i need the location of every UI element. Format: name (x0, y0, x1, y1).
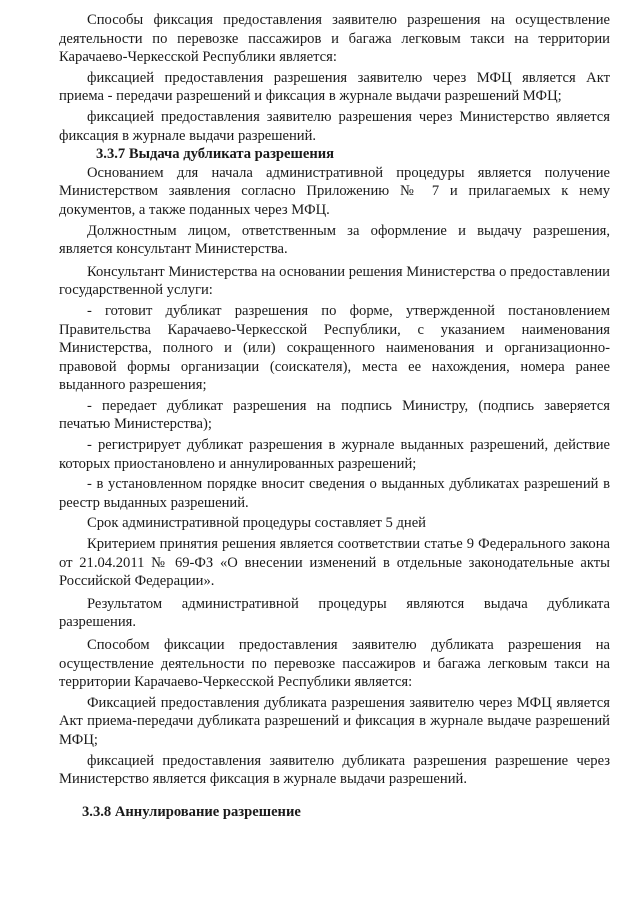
list-item-enter-registry: - в установленном порядке вносит сведения о выданных дубликатах разрешений в реестр выданных разрешений. (59, 476, 610, 511)
paragraph-procedure-term: Срок административной процедуры составляет 5 дней (87, 515, 426, 532)
paragraph-fixation-ministry: фиксацией предоставления заявителю разрешения через Министерство является фиксация в журнале выдачи разрешений. (59, 108, 610, 144)
section-heading-338: 3.3.8 Аннулирование разрешение (82, 804, 301, 820)
paragraph-fixation-methods: Способы фиксация предоставления заявителю разрешения на осуществление деятельности по перевозке пассажиров и багажа легковым такси на территории Карачаево-Черкесской Республики является: (59, 12, 610, 66)
paragraph-duplicate-fixation-ministry: фиксацией предоставления заявителю дубликата разрешения разрешение через Министерство является фиксация в журнале выдачи разрешений. (59, 752, 610, 788)
paragraph-fixation-mfc: фиксацией предоставления разрешения заявителю через МФЦ является Акт приема - передачи разрешений и фиксация в журнале выдачи разрешений МФЦ; (59, 69, 610, 105)
paragraph-duplicate-fixation-methods: Способом фиксации предоставления заявителю дубликата разрешения на осуществление деятельности по перевозке пассажиров и багажа легковым такси на территории Карачаево-Черкесской Республики является: (59, 637, 610, 691)
paragraph-responsible-official: Должностным лицом, ответственным за оформление и выдачу разрешения, является консультант Министерства. (59, 222, 610, 258)
paragraph-procedure-result: Результатом административной процедуры являются выдача дубликата разрешения. (59, 595, 610, 631)
document-body (59, 11, 610, 789)
paragraph-basis: Основанием для начала административной процедуры является получение Министерством заявления согласно Приложению № 7 и прилагаемых к нему документов, а также поданных через МФЦ. (59, 164, 610, 218)
paragraph-duplicate-fixation-mfc: Фиксацией предоставления дубликата разрешения заявителю через МФЦ является Акт приема-передачи дубликата разрешений и фиксация в журнале выдаче разрешений МФЦ; (59, 694, 610, 748)
paragraph-decision-criterion: Критерием принятия решения является соответствии статье 9 Федерального закона от 21.04.2011 № 69-ФЗ «О внесении изменений в отдельные законодательные акты Российской Федерации». (59, 536, 610, 590)
list-item-pass-for-signature: - передает дубликат разрешения на подпись Министру, (подпись заверяется печатью Министерства); (59, 397, 610, 433)
section-heading-337: 3.3.7 Выдача дубликата разрешения (96, 146, 335, 163)
list-item-prepare-duplicate: - готовит дубликат разрешения по форме, утвержденной постановлением Правительства Карачаево-Черкесской Республики, с указанием наименования Министерства, полного и (или) сокращенного наименования и организационно-правовой формы организации (соискателя), места ее нахождения, номера ранее выданного разрешения; (59, 302, 610, 394)
paragraph-consultant: Консультант Министерства на основании решения Министерства о предоставлении государственной услуги: (59, 263, 610, 299)
list-item-register-duplicate: - регистрирует дубликат разрешения в журнале выданных разрешений, действие которых приостановлено и аннулированных разрешений; (59, 437, 610, 472)
